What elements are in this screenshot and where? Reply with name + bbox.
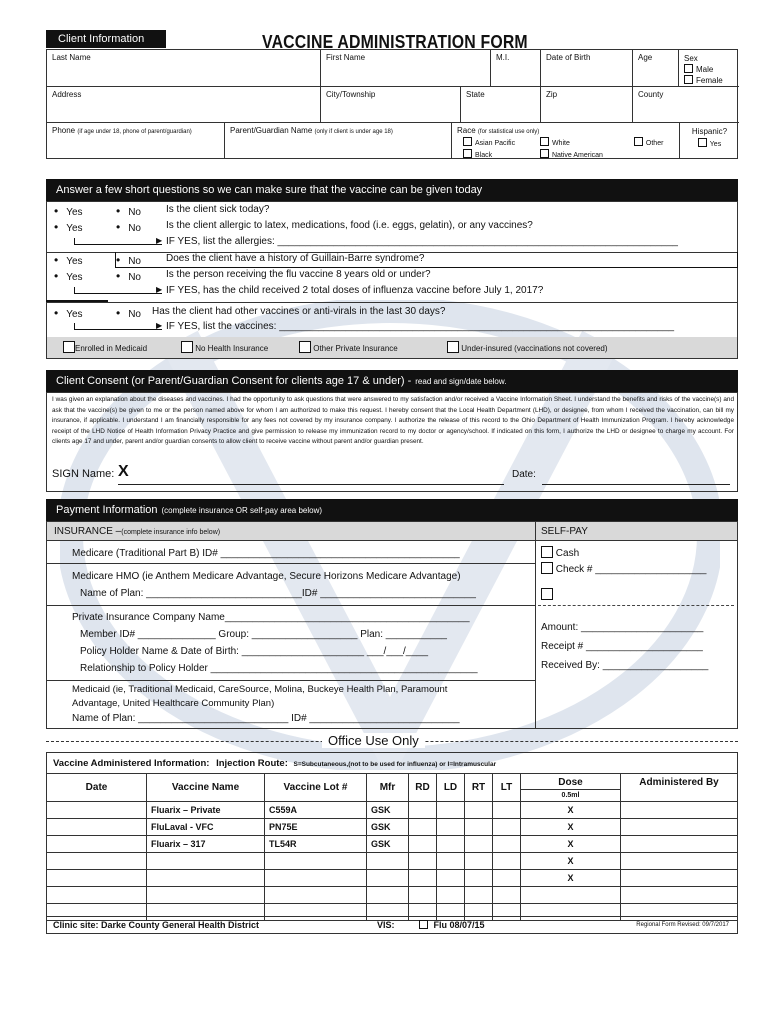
extra-checkbox[interactable] (541, 588, 553, 600)
payment-header-note: (complete insurance OR self-pay area below) (161, 505, 323, 515)
client-info-grid (46, 49, 738, 159)
enrolled-medicaid-checkbox[interactable] (63, 341, 75, 353)
receipt-line[interactable]: Receipt # _____________________ (541, 641, 703, 652)
rd-cell[interactable] (409, 853, 437, 870)
vaccine-info-title: Vaccine Administered Information: (53, 758, 210, 769)
insurance-note: (complete insurance info below) (121, 529, 221, 536)
guardian-note: (only if client is under age 18) (314, 129, 393, 135)
policy-holder-line[interactable]: Policy Holder Name & Date of Birth: ______________________ ___/___/____ (80, 646, 429, 657)
q3-yes[interactable]: • Yes (54, 253, 83, 267)
consent-text: I was given an explanation about the diseases and vaccines. I had the opportunity to ask questions that were answered to my satisfaction and/or received a Vaccine Information Sheet. I understand the benefits and risks of the vaccine(s) and ask that the vaccine(s) be given to me or the person named above for whom I am authorized to make this request. I hereby consent that the Local Health Department (LHD), or designee, from whom I received the vaccination, can bill my insurance, if applicable. I understand I am financially responsible for any fees not covered by my insurance company. I authorize the release of this record to the Ohio Department of Health Immunization Program. I hereby acknowledge receipt of the LHD Notice of Health Information Privacy Practice and give permission to release my immunization record to my doctor or agency/school. If indicated on this form, I authorize the LHD or designee to charge my account. For clients age 17 and under, parent and/or guardian consents to allow client to receive vaccine without parent and/or guardian present. (52, 396, 734, 446)
race-note: (for statistical use only) (477, 129, 540, 135)
q5-follow-text: IF YES, list the vaccines: _______________________________________________________________________ (166, 321, 675, 332)
last-name-field[interactable] (47, 50, 321, 87)
zip-field[interactable] (541, 87, 633, 123)
lot-cell (265, 853, 367, 870)
mfr-cell (367, 887, 409, 904)
check-checkbox[interactable] (541, 562, 553, 574)
city-label: City/Township (326, 90, 376, 99)
q1-no[interactable]: • No (116, 204, 141, 218)
private-insurance-line[interactable]: Private Insurance Company Name____________________________________________ (72, 612, 470, 623)
date-cell[interactable] (47, 836, 147, 853)
dose-sub-label: 0.5ml (561, 791, 580, 799)
consent-header-note: read and sign/date below. (415, 376, 507, 386)
administered-by-cell[interactable] (621, 802, 738, 819)
payment-header-text: Payment Information (56, 504, 158, 516)
consent-header (46, 370, 738, 392)
question-4-follow (46, 285, 738, 301)
medicaid-line-2: Advantage, United Healthcare Community Plan) (72, 698, 275, 709)
male-checkbox[interactable] (684, 64, 693, 73)
member-id-line[interactable]: Member ID# ______________ Group: ___________________ Plan: ___________ (80, 629, 447, 640)
administered-by-cell[interactable] (621, 887, 738, 904)
rd-cell[interactable] (409, 870, 437, 887)
vaccine-table-header (47, 774, 738, 802)
vis-checkbox[interactable] (419, 920, 428, 929)
question-5-follow (46, 321, 738, 337)
date-line[interactable] (542, 484, 730, 485)
q1-text: Is the client sick today? (166, 204, 270, 215)
q3-text: Does the client have a history of Guillain-Barre syndrome? (166, 253, 425, 264)
table-row (47, 802, 738, 819)
selfpay-heading: SELF-PAY (541, 526, 588, 537)
rt-cell[interactable] (465, 870, 493, 887)
medicare-line[interactable]: Medicare (Traditional Part B) ID# ___________________________________________ (72, 548, 460, 559)
cash-checkbox[interactable] (541, 546, 553, 558)
table-row (47, 853, 738, 870)
lt-cell[interactable] (493, 887, 521, 904)
medicaid-line: Medicaid (ie, Traditional Medicaid, CareSource, Molina, Buckeye Health Plan, Paramount (72, 684, 448, 695)
hispanic-checkbox[interactable] (698, 138, 707, 147)
dob-field[interactable] (541, 50, 633, 87)
col-date: Date (47, 774, 147, 802)
vis-label: VIS: (377, 920, 395, 930)
arrow-head-icon: ▶ (156, 285, 163, 294)
administered-by-cell[interactable] (621, 853, 738, 870)
mfr-cell: GSK (367, 836, 409, 853)
date-cell[interactable] (47, 853, 147, 870)
asian-label: Asian Pacific (475, 140, 516, 147)
amount-line[interactable]: Amount: ______________________ (541, 622, 704, 633)
injection-route-note: S=Subcutaneous,(not to be used for influenza) or I=Intramuscular (293, 761, 497, 768)
black-label: Black (475, 152, 493, 159)
check-option[interactable] (541, 562, 706, 575)
dose-cell: X (521, 802, 621, 819)
extra-option[interactable] (541, 585, 553, 603)
county-label: County (638, 90, 664, 99)
state-field[interactable] (461, 87, 541, 123)
race-label: Race (457, 126, 476, 135)
q2-follow-text: IF YES, list the allergies: ________________________________________________________________________ (166, 236, 678, 247)
administered-by-cell[interactable] (621, 836, 738, 853)
cash-label: Cash (555, 548, 580, 559)
lot-cell: PN75E (265, 819, 367, 836)
rd-cell[interactable] (409, 802, 437, 819)
date-cell[interactable] (47, 802, 147, 819)
divider (538, 605, 734, 606)
lot-cell: TL54R (265, 836, 367, 853)
mfr-cell (367, 853, 409, 870)
vaccine-name-cell (147, 870, 265, 887)
divider (46, 302, 738, 303)
arrow-icon (74, 287, 162, 294)
col-lt: LT (493, 774, 521, 802)
q2-no[interactable]: • No (116, 220, 141, 234)
form-title: VACCINE ADMINISTRATION FORM (262, 32, 528, 52)
table-row (47, 887, 738, 904)
county-field[interactable] (633, 87, 739, 123)
phone-note: (if age under 18, phone of parent/guardian) (77, 129, 192, 135)
lt-cell[interactable] (493, 819, 521, 836)
vaccine-table (46, 773, 738, 921)
age-label: Age (638, 53, 653, 62)
arrow-icon (74, 323, 162, 330)
hispanic-label: Hispanic? (691, 127, 728, 136)
mfr-cell: GSK (367, 819, 409, 836)
q5-yes[interactable]: • Yes (54, 306, 83, 320)
no-insurance-label: No Health Insurance (195, 344, 269, 353)
question-1 (46, 204, 738, 220)
col-vaccine-name: Vaccine Name (147, 774, 265, 802)
col-rt: RT (465, 774, 493, 802)
clinic-footer-row (46, 916, 738, 934)
administered-by-cell[interactable] (621, 870, 738, 887)
client-info-badge: Client Information (46, 30, 166, 48)
revised-note: Regional Form Revised: 09/7/2017 (636, 922, 729, 928)
ld-cell[interactable] (437, 870, 465, 887)
lt-cell[interactable] (493, 802, 521, 819)
date-cell[interactable] (47, 887, 147, 904)
rt-cell[interactable] (465, 836, 493, 853)
date-cell[interactable] (47, 819, 147, 836)
hispanic-yes-label: Yes (709, 141, 722, 148)
question-4 (46, 269, 738, 285)
other-race-checkbox[interactable] (634, 137, 643, 146)
other-private-checkbox[interactable] (299, 341, 311, 353)
dose-label: Dose (521, 775, 620, 790)
male-label: Male (696, 65, 714, 74)
phone-label: Phone (52, 126, 76, 135)
table-row (47, 819, 738, 836)
first-name-label: First Name (326, 53, 366, 62)
q5-text: Has the client had other vaccines or anti-virals in the last 30 days? (152, 306, 446, 317)
white-label: White (551, 140, 570, 147)
administered-by-cell[interactable] (621, 819, 738, 836)
medicaid-plan-line[interactable]: Name of Plan: ___________________________ ID# ___________________________ (72, 713, 460, 724)
q5-no[interactable]: • No (116, 306, 141, 320)
rd-cell[interactable] (409, 836, 437, 853)
office-use-label: Office Use Only (322, 733, 425, 748)
asian-checkbox[interactable] (463, 137, 472, 146)
q2-text: Is the client allergic to latex, medications, food (i.e. eggs, gelatin), or any vaccines? (166, 220, 533, 231)
cash-option[interactable] (541, 546, 579, 559)
other-private-label: Other Private Insurance (313, 344, 398, 353)
rt-cell[interactable] (465, 802, 493, 819)
q4-follow-text: IF YES, has the child received 2 total doses of influenza vaccine before July 1, 2017? (166, 285, 544, 296)
q1-yes[interactable]: • Yes (54, 204, 83, 218)
question-2-follow (46, 236, 738, 252)
rt-cell[interactable] (465, 887, 493, 904)
vaccine-name-cell (147, 887, 265, 904)
signature-line[interactable] (118, 484, 504, 485)
divider (46, 680, 535, 681)
lot-cell: C559A (265, 802, 367, 819)
consent-header-text: Client Consent (or Parent/Guardian Consent for clients age 17 & under) - (56, 375, 412, 387)
other-race-label: Other (645, 140, 664, 147)
ld-cell[interactable] (437, 802, 465, 819)
question-5 (46, 306, 738, 322)
mfr-cell: GSK (367, 802, 409, 819)
table-row (47, 870, 738, 887)
black-checkbox[interactable] (463, 149, 472, 158)
no-insurance-checkbox[interactable] (181, 341, 193, 353)
sign-name-label: SIGN Name: (52, 468, 115, 480)
mi-field[interactable] (491, 50, 541, 87)
lot-cell (265, 887, 367, 904)
age-field[interactable] (633, 50, 679, 87)
race-field (452, 123, 679, 159)
check-label: Check # ____________________ (555, 564, 707, 575)
white-checkbox[interactable] (540, 137, 549, 146)
clinic-site: Clinic site: Darke County General Health District (53, 920, 260, 930)
mi-label: M.I. (496, 53, 510, 62)
date-cell[interactable] (47, 870, 147, 887)
question-2 (46, 220, 738, 236)
col-administered-by: Administered By (621, 774, 738, 802)
last-name-label: Last Name (52, 53, 91, 62)
q4-no[interactable]: • No (116, 269, 141, 283)
col-lot: Vaccine Lot # (265, 774, 367, 802)
q2-yes[interactable]: • Yes (54, 220, 83, 234)
hispanic-field (679, 123, 739, 159)
state-label: State (466, 90, 485, 99)
city-field[interactable] (321, 87, 461, 123)
address-label: Address (52, 90, 82, 99)
col-ld: LD (437, 774, 465, 802)
col-dose (521, 774, 621, 802)
dose-cell: X (521, 853, 621, 870)
q4-yes[interactable]: • Yes (54, 269, 83, 283)
question-3 (46, 253, 738, 269)
sign-x-mark: X (118, 463, 129, 480)
address-field[interactable] (47, 87, 321, 123)
sex-field (679, 50, 739, 87)
first-name-field[interactable] (321, 50, 491, 87)
dose-cell: X (521, 819, 621, 836)
ld-cell[interactable] (437, 887, 465, 904)
lt-cell[interactable] (493, 853, 521, 870)
hmo-line: Medicare HMO (ie Anthem Medicare Advantage, Secure Horizons Medicare Advantage) (72, 571, 461, 582)
ld-cell[interactable] (437, 819, 465, 836)
injection-route-label: Injection Route: (216, 758, 288, 769)
questions-header-text: Answer a few short questions so we can make sure that the vaccine can be given today (56, 184, 483, 196)
date-label: Date: (512, 469, 536, 480)
sex-label: Sex (684, 54, 698, 63)
arrow-head-icon: ▶ (156, 236, 163, 245)
vaccine-name-cell: FluLaval - VFC (147, 819, 265, 836)
arrow-head-icon: ▶ (156, 321, 163, 330)
rt-cell[interactable] (465, 853, 493, 870)
insurance-status-row (47, 337, 737, 358)
guardian-field[interactable] (225, 123, 452, 159)
native-label: Native American (551, 152, 603, 159)
insurance-heading (54, 526, 220, 537)
dose-cell: X (521, 836, 621, 853)
vaccine-name-cell: Fluarix – Private (147, 802, 265, 819)
vaccine-info-header (46, 752, 738, 773)
col-mfr: Mfr (367, 774, 409, 802)
lt-cell[interactable] (493, 870, 521, 887)
lot-cell (265, 870, 367, 887)
dose-cell: X (521, 870, 621, 887)
phone-field[interactable] (47, 123, 225, 159)
table-row (47, 836, 738, 853)
received-by-line[interactable]: Received By: ___________________ (541, 660, 709, 671)
enrolled-medicaid-label: Enrolled in Medicaid (75, 344, 148, 353)
under-insured-label: Under-insured (vaccinations not covered) (461, 344, 608, 353)
vis-flu-date: Flu 08/07/15 (433, 920, 485, 930)
relationship-line[interactable]: Relationship to Policy Holder ________________________________________________ (80, 663, 478, 674)
hmo-plan-line[interactable]: Name of Plan: ____________________________ID# ____________________________ (80, 588, 476, 599)
guardian-label: Parent/Guardian Name (230, 126, 313, 135)
questions-header (46, 179, 738, 201)
rd-cell[interactable] (409, 819, 437, 836)
ld-cell[interactable] (437, 853, 465, 870)
ld-cell[interactable] (437, 836, 465, 853)
rt-cell[interactable] (465, 819, 493, 836)
q3-no[interactable]: • No (116, 253, 141, 267)
under-insured-checkbox[interactable] (447, 341, 459, 353)
insurance-label: INSURANCE – (54, 526, 122, 537)
payment-header (46, 499, 738, 521)
dose-cell (521, 887, 621, 904)
female-label: Female (696, 76, 723, 85)
rd-cell[interactable] (409, 887, 437, 904)
q4-text: Is the person receiving the flu vaccine 8 years old or under? (166, 269, 431, 280)
zip-label: Zip (546, 90, 558, 99)
female-checkbox[interactable] (684, 75, 693, 84)
arrow-icon (74, 238, 162, 245)
vaccine-name-cell (147, 853, 265, 870)
column-divider (535, 521, 536, 729)
dob-label: Date of Birth (546, 53, 591, 62)
mfr-cell (367, 870, 409, 887)
col-rd: RD (409, 774, 437, 802)
vaccine-table-body (47, 802, 738, 921)
lt-cell[interactable] (493, 836, 521, 853)
vaccine-name-cell: Fluarix – 317 (147, 836, 265, 853)
native-checkbox[interactable] (540, 149, 549, 158)
